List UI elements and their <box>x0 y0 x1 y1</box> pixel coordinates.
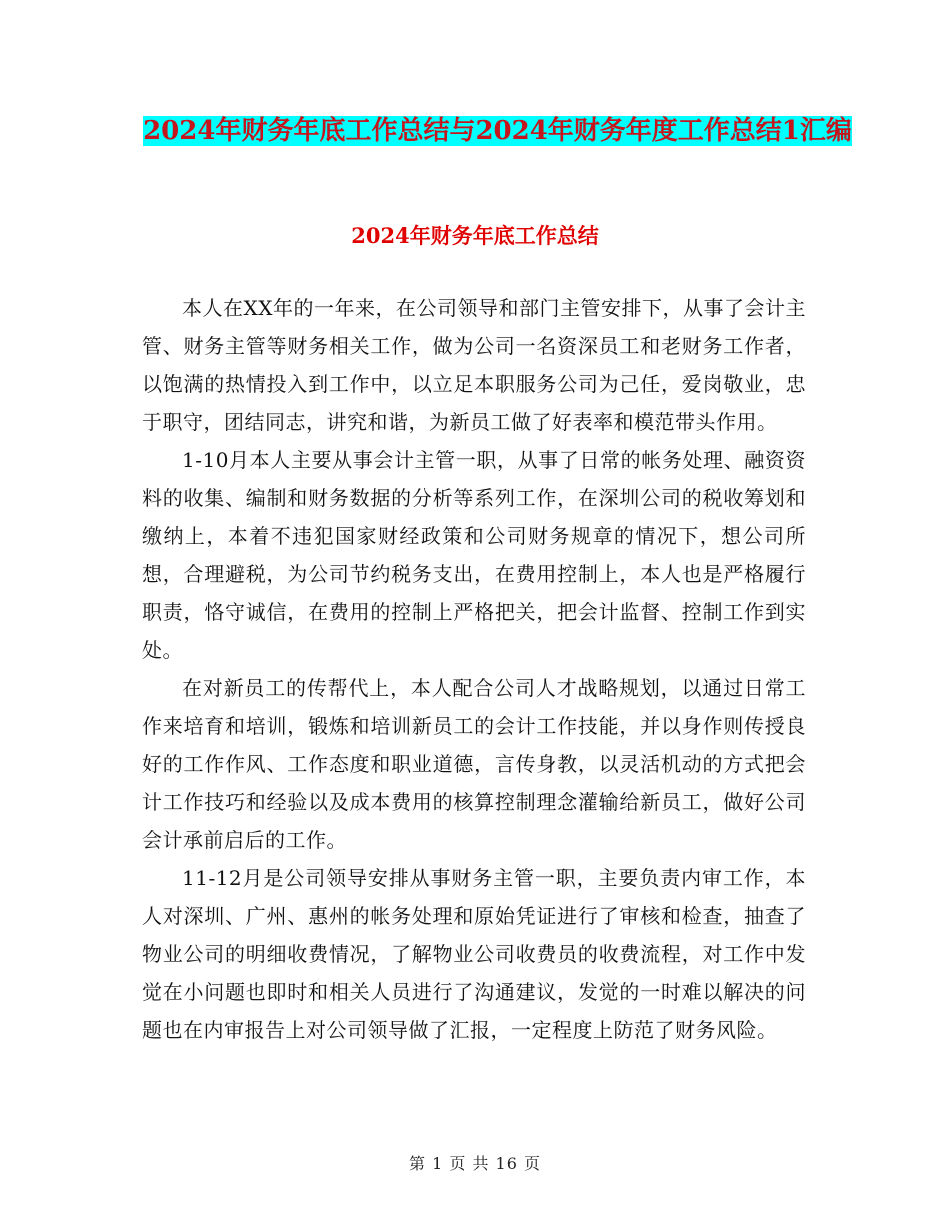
page-footer: 第 1 页 共 16 页 <box>409 1154 541 1173</box>
document-title <box>140 108 855 154</box>
document-title-highlight: 2024年财务年底工作总结与2024年财务年度工作总结1汇编 <box>143 116 852 146</box>
paragraph-3: 在对新员工的传帮代上，本人配合公司人才战略规划，以通过日常工作来培育和培训，锻炼和培训新员工的会计工作技能，并以身作则传授良好的工作作风、工作态度和职业道德，言传身教，以灵活机动的方式把会计工作技巧和经验以及成本费用的核算控制理念灌输给新员工，做好公司会计承前启后的工作。 <box>142 676 806 852</box>
paragraph-4: 11-12月是公司领导安排从事财务主管一职，主要负责内审工作，本人对深圳、广州、惠州的帐务处理和原始凭证进行了审核和检查，抽查了物业公司的明细收费情况，了解物业公司收费员的收费流程，对工作中发觉在小问题也即时和相关人员进行了沟通建议，发觉的一时难以解决的问题也在内审报告上对公司领导做了汇报，一定程度上防范了财务风险。 <box>142 866 806 1042</box>
section-title: 2024年财务年底工作总结 <box>351 223 599 248</box>
paragraph-2: 1-10月本人主要从事会计主管一职，从事了日常的帐务处理、融资资料的收集、编制和财务数据的分析等系列工作，在深圳公司的税收筹划和缴纳上，本着不违犯国家财经政策和公司财务规章的情况下，想公司所想，合理避税，为公司节约税务支出，在费用控制上，本人也是严格履行职责，恪守诚信，在费用的控制上严格把关，把会计监督、控制工作到实处。 <box>142 448 806 662</box>
document-body <box>142 289 806 1049</box>
paragraph-1: 本人在XX年的一年来，在公司领导和部门主管安排下，从事了会计主管、财务主管等财务相关工作，做为公司一名资深员工和老财务工作者，以饱满的热情投入到工作中，以立足本职服务公司为己任，爱岗敬业，忠于职守，团结同志，讲究和谐，为新员工做了好表率和模范带头作用。 <box>142 296 806 434</box>
